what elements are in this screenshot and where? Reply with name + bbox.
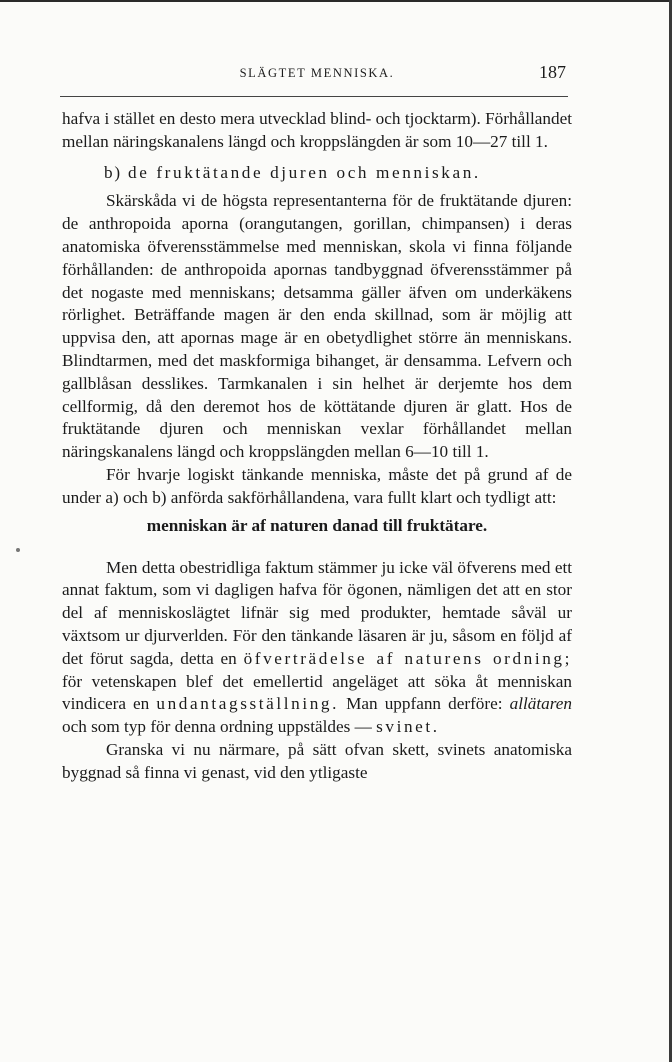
- paragraph-2: Skärskåda vi de högsta representanterna för de fruktätande djuren: de anthropoida aporna (orangutangen, gorillan, chimpansen) i deras anatomiska öfverensstämmelse med menniskan, skola vi finna följande förhållanden: de anthropoida apornas tandbyggnad öfverensstämmer på det nogaste med menniskans; detsamma gäller äfven om underkäkens rörlighet. Beträffande magen är den enda skillnad, som är möjlig att uppvisa den, att apornas mage är en obetydlighet större än menniskans. Blindtarmen, med det maskformiga bihanget, är densamma. Lefvern och gallblåsan desslikes. Tarmkanalen i sin helhet är derjemte hos dem cellformig, då den deremot hos de köttätande djuren är glatt. Hos de fruktätande djuren och menniskan vexlar förhållandet mellan näringskanalens längd och kroppslängden mellan 6—10 till 1.: [62, 191, 572, 462]
- paragraph-4-spaced-c: svinet.: [376, 717, 440, 737]
- conclusion-statement: menniskan är af naturen danad till fruktätare.: [146, 515, 488, 535]
- section-label: b): [104, 162, 122, 182]
- margin-dot: [16, 548, 20, 552]
- paragraph-4-part-g: och som typ för denna ordning uppstäldes —: [62, 717, 372, 737]
- scan-edge-top: [0, 0, 672, 2]
- paragraph-4: [62, 557, 572, 739]
- paragraph-5: Granska vi nu närmare, på sätt ofvan skett, svinets anatomiska byggnad så finna vi genast, vid den ytligaste: [62, 739, 572, 782]
- body-text: [62, 108, 572, 785]
- section-title: de fruktätande djuren och menniskan.: [128, 162, 481, 182]
- header-rule: [60, 96, 568, 97]
- paragraph-4-part-e: Man uppfann derföre:: [346, 694, 503, 714]
- paragraph-4-part-a: Men detta obestridliga faktum stämmer ju icke väl öfverens med ett annat faktum, som vi dagligen hafva för ögonen, nämligen det att en stor del af menniskoslägtet lifnär sig med produkter, hemtade såväl ur växtsom ur djurverlden. För den tänkande läsaren är ju, såsom en följd af det förut sagda, detta en: [62, 557, 572, 668]
- page-number: 187: [539, 62, 566, 82]
- paragraph-4-part-c: för vetenskapen blef det emellertid angeläget att söka åt menniskan vindicera en: [62, 671, 572, 714]
- paragraph-4-italic: allätaren: [509, 694, 573, 714]
- section-heading: [62, 162, 572, 185]
- paragraph-4-spaced-a: öfverträdelse af naturens ordning;: [243, 648, 572, 668]
- paragraph-1: hafva i stället en desto mera utvecklad blind- och tjocktarm). Förhållandet mellan näringskanalens längd och kroppslängden är som 10—27 till 1.: [62, 109, 572, 151]
- running-title: SLÄGTET MENNISKA.: [239, 66, 395, 80]
- page-header: [60, 62, 574, 86]
- paragraph-4-spaced-b: undantagsställning.: [156, 694, 339, 714]
- paragraph-3: För hvarje logiskt tänkande menniska, måste det på grund af de under a) och b) anförda sakförhållandena, vara fullt klart och tydligt att:: [62, 464, 572, 507]
